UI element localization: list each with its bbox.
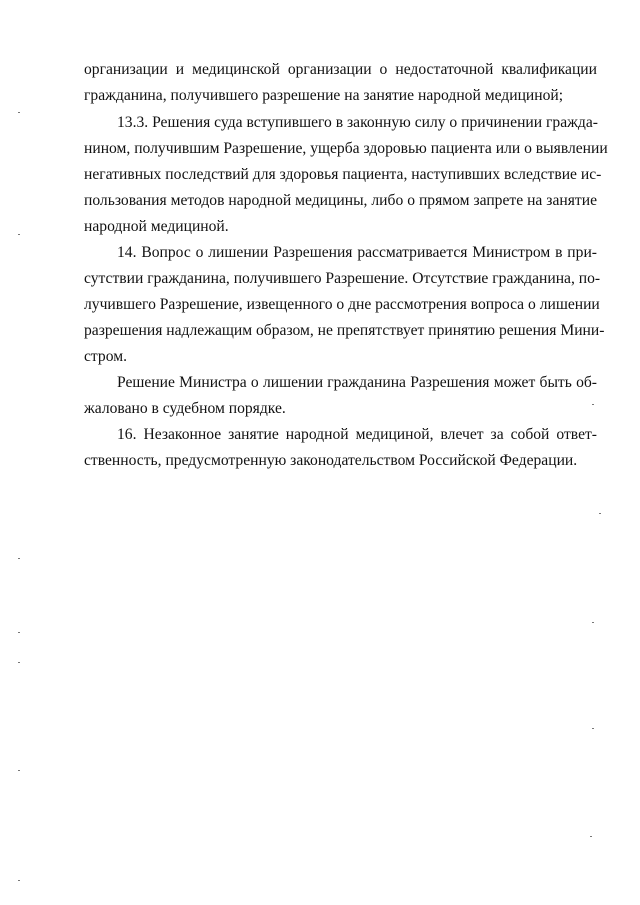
scan-speck [18, 112, 20, 113]
text-line: народной медициной. [84, 218, 229, 235]
text-line: негативных последствий для здоровья пациента, наступивших вследствие ис- [84, 166, 602, 183]
text-line: Решение Министра о лишении гражданина Разрешения может быть об- [117, 374, 597, 391]
text-line: 14. Вопрос о лишении Разрешения рассматривается Министром в при- [117, 244, 597, 261]
text-line: 16. Незаконное занятие народной медициной, влечет за собой ответ- [117, 426, 597, 443]
text-line: организации и медицинской организации о недостаточной квалификации [84, 61, 597, 78]
scan-speck [18, 632, 20, 633]
text-line: пользования методов народной медицины, либо о прямом запрете на занятие [84, 192, 597, 209]
scan-speck [18, 234, 20, 235]
text-line: гражданина, получившего разрешение на занятие народной медициной; [84, 87, 564, 104]
scan-speck [599, 513, 601, 514]
text-line: нином, получившим Разрешение, ущерба здоровью пациента или о выявлении [84, 140, 608, 157]
text-line: 13.3. Решения суда вступившего в законную силу о причинении гражда- [117, 114, 598, 131]
text-line: ственность, предусмотренную законодательством Российской Федерации. [84, 452, 578, 469]
scan-speck [18, 558, 20, 559]
scan-speck [18, 880, 20, 881]
scan-speck [592, 404, 594, 405]
text-line: лучившего Разрешение, извещенного о дне рассмотрения вопроса о лишении [84, 296, 600, 313]
text-line: сутствии гражданина, получившего Разрешение. Отсутствие гражданина, по- [84, 270, 601, 287]
scan-speck [590, 836, 592, 837]
scan-speck [592, 728, 594, 729]
text-line: разрешения надлежащим образом, не препятствует принятию решения Мини- [84, 322, 605, 339]
scan-speck [18, 662, 20, 663]
scan-speck [18, 770, 20, 771]
text-line: жаловано в судебном порядке. [84, 400, 286, 417]
scan-speck [592, 622, 594, 623]
text-line: стром. [84, 348, 127, 365]
